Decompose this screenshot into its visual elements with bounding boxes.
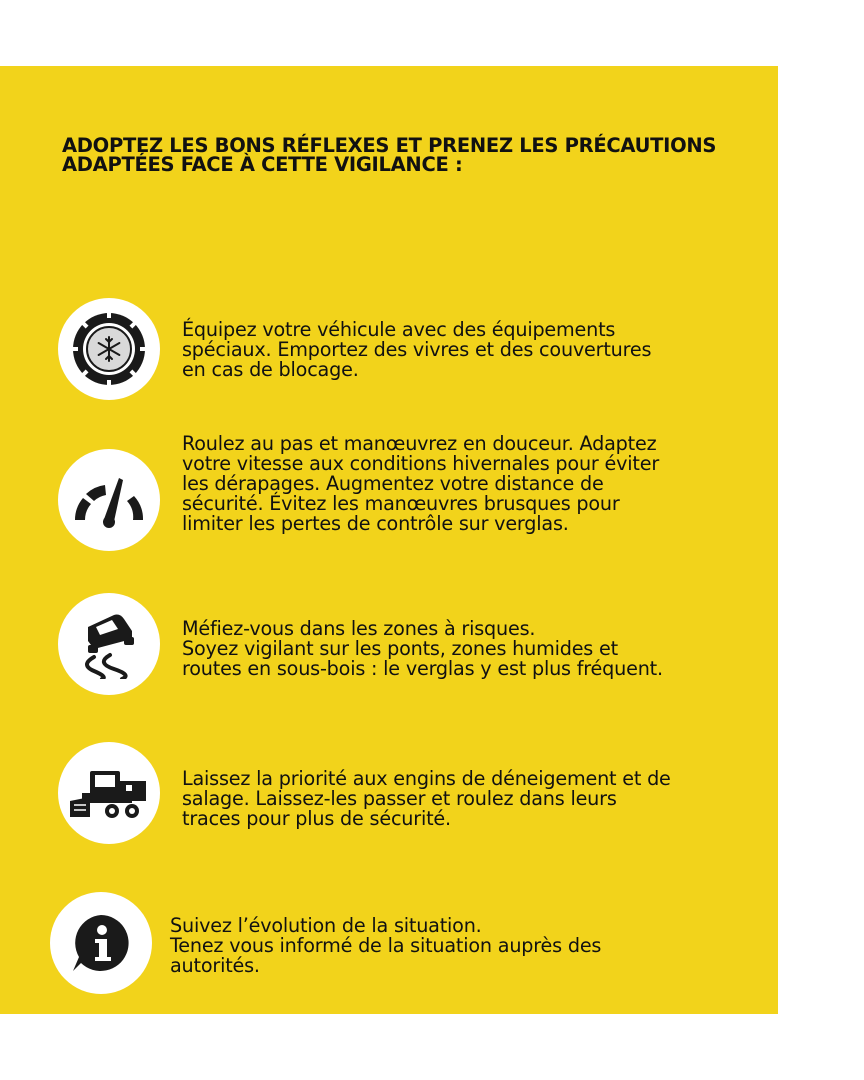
tip-equipment: Équipez votre véhicule avec des équipements spéciaux. Emportez des vivres et des couvertures en cas de blocage.	[182, 318, 652, 381]
snowplow-icon	[58, 742, 160, 844]
tip-speed: Roulez au pas et manœuvrez en douceur. Adaptez votre vitesse aux conditions hivernales pour éviter les dérapages. Augmentez votre distance de sécurité. Évitez les manœuvres brusques pour limiter les pertes de contrôle sur verglas.	[182, 432, 660, 535]
slippery-road-icon	[58, 593, 160, 695]
tip-stay-informed: Suivez l’évolution de la situation. Tenez vous informé de la situation auprès des autorités.	[170, 914, 602, 977]
speedometer-icon	[58, 449, 160, 551]
tip-risk-zones: Méfiez-vous dans les zones à risques. Soyez vigilant sur les ponts, zones humides et routes en sous-bois : le verglas y est plus fréquent.	[182, 617, 663, 680]
info-icon	[50, 892, 152, 994]
page-title: ADOPTEZ LES BONS RÉFLEXES ET PRENEZ LES PRÉCAUTIONS ADAPTÉES FACE À CETTE VIGILANCE :	[62, 134, 717, 176]
advice-panel	[0, 66, 778, 1014]
snow-tire-icon	[58, 298, 160, 400]
tip-snowplow-priority: Laissez la priorité aux engins de déneigement et de salage. Laissez-les passer et roulez dans leurs traces pour plus de sécurité.	[182, 767, 671, 830]
